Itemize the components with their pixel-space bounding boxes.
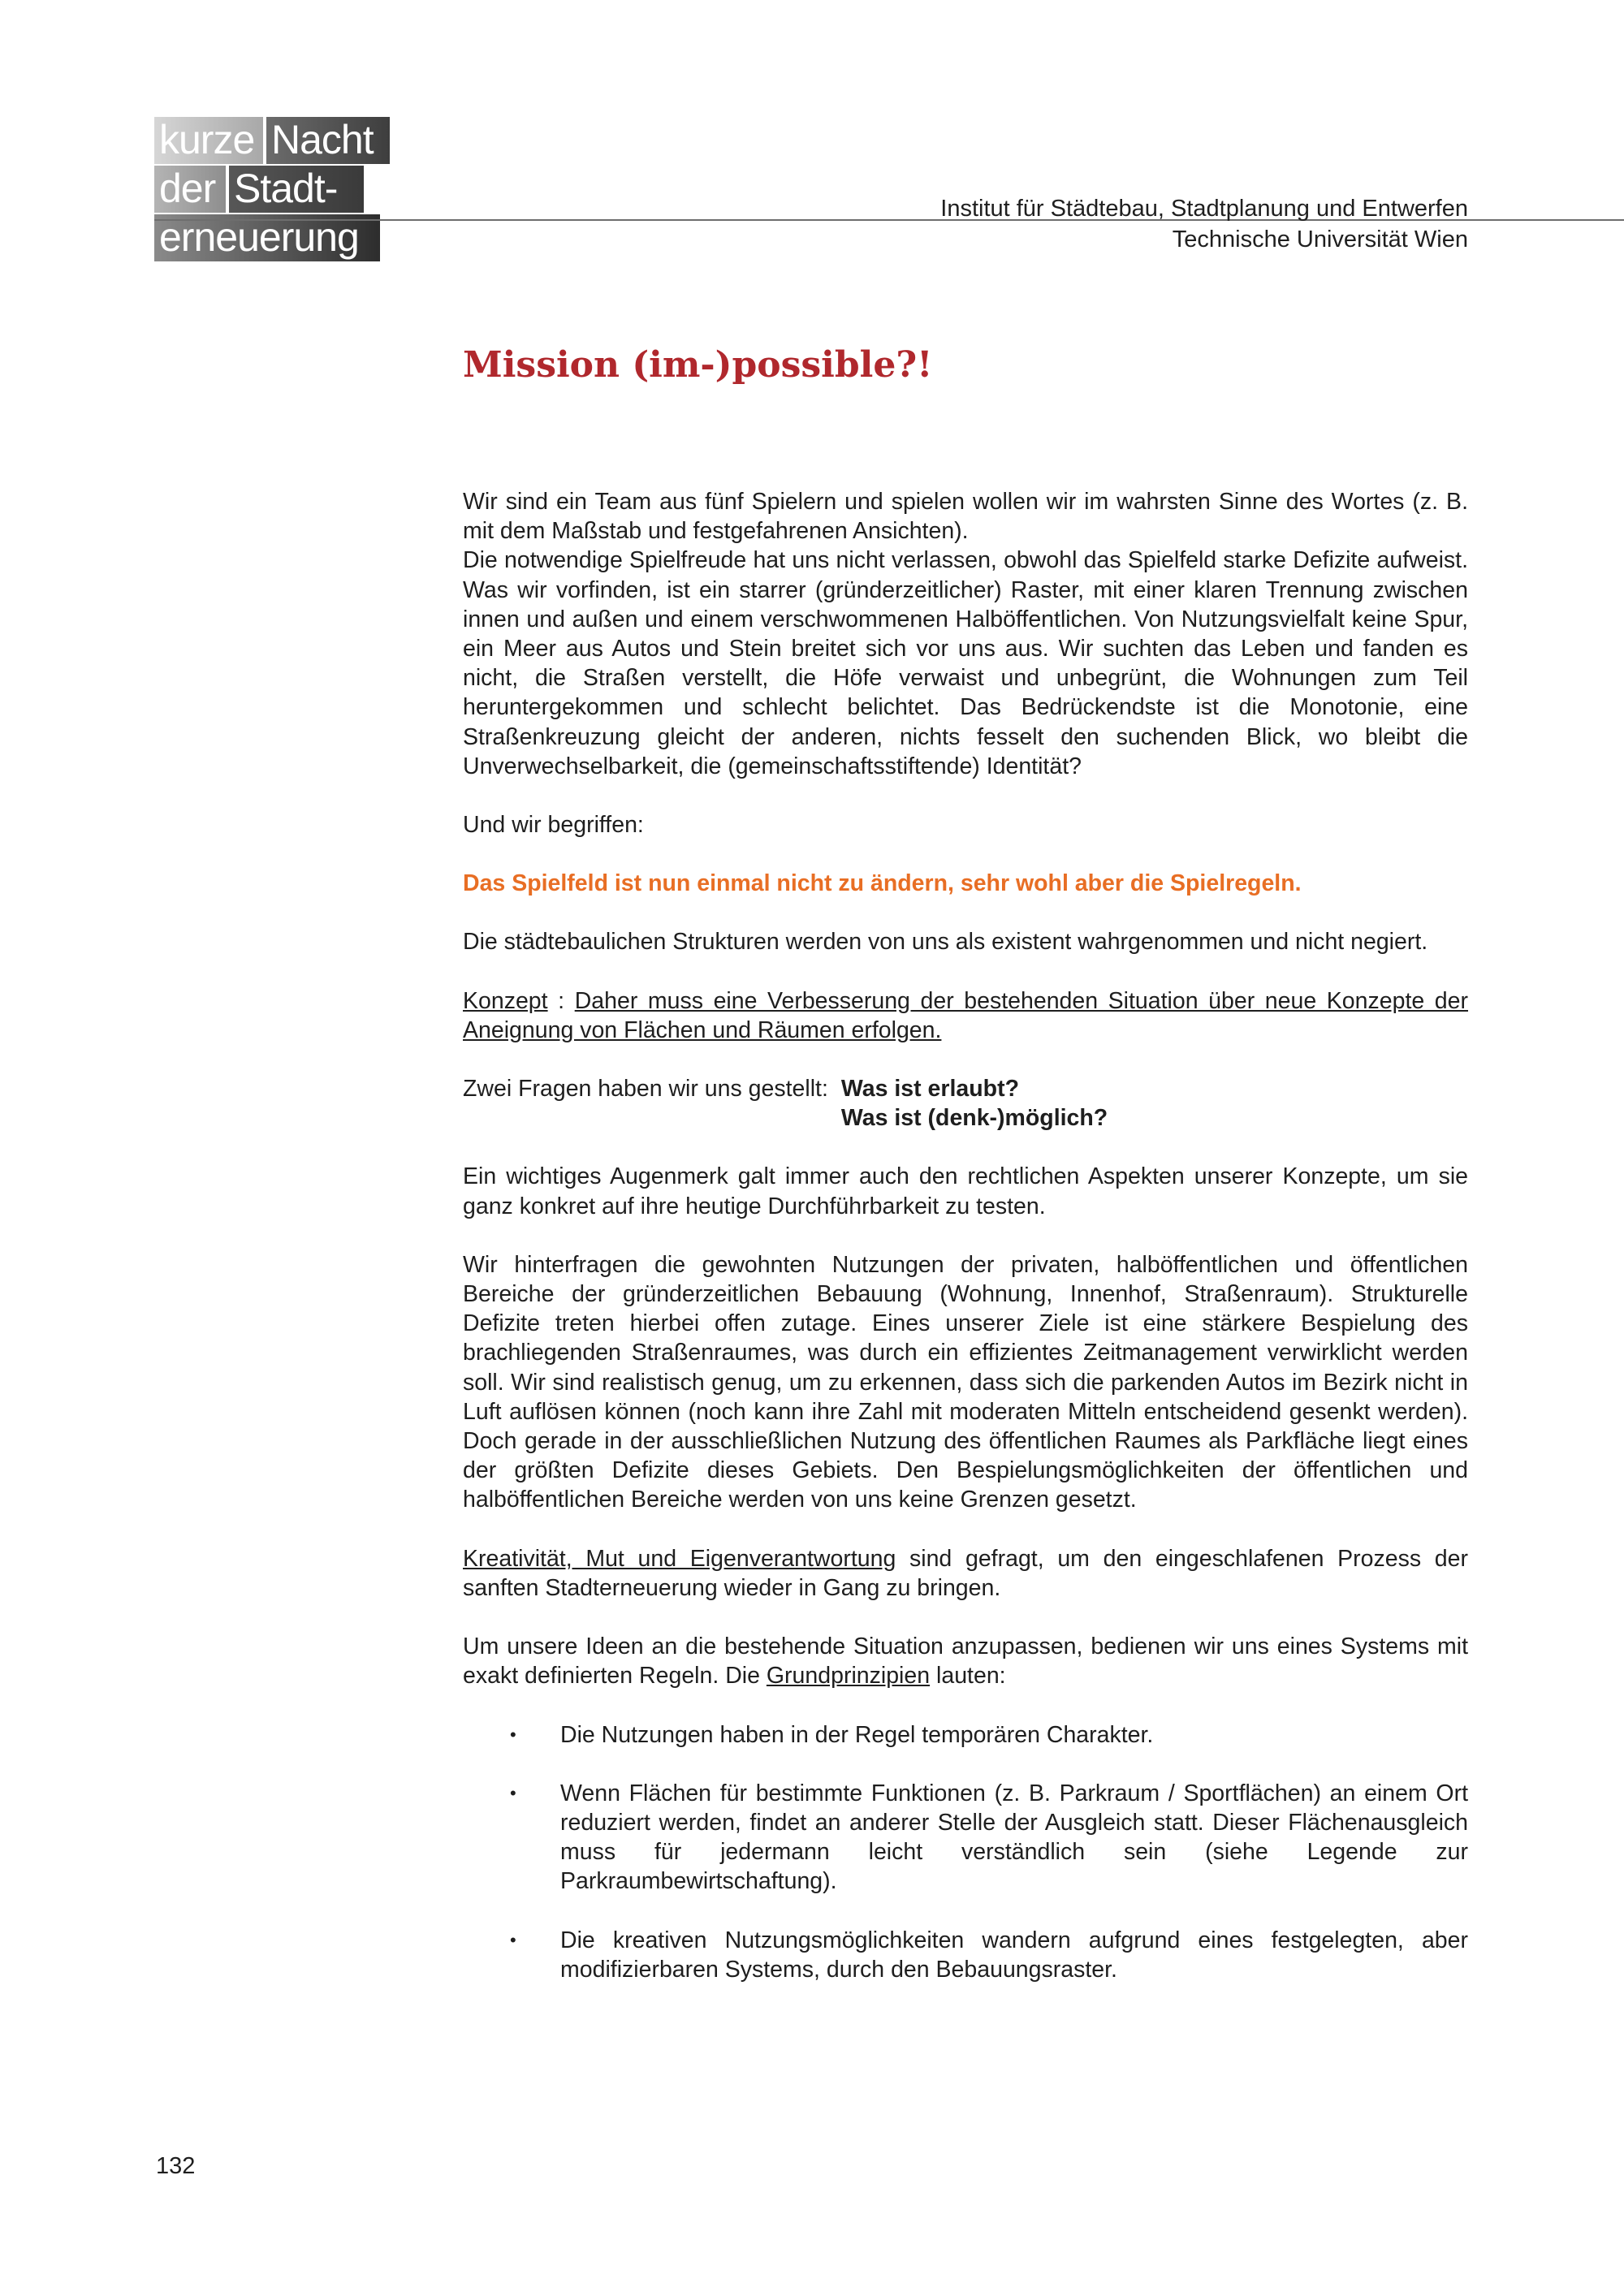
questions-block	[463, 1074, 1468, 1133]
paragraph-playing-field: Die notwendige Spielfreude hat uns nicht verlassen, obwohl das Spielfeld starke Defizite aufweist. Was wir vorfinden, ist ein starrer (gründerzeitlicher) Raster, mit einer klaren Trennung zwischen innen und außen und einem verschwommenen Halböffentlichen. Von Nutzungsvielfalt keine Spur, ein Meer aus Autos und Stein breitet sich vor uns aus. Wir suchten das Leben und fanden es nicht, die Straßen verstellt, die Höfe verwaist und unbegrünt, die Wohnungen zum Teil heruntergekommen und schlecht belichtet. Das Bedrückendste ist die Monotonie, eine Straßenkreuzung gleicht der anderen, nichts fesselt den suchenden Blick, wo bleibt die Unverwechselbarkeit, die (gemeinschaftsstiftende) Identität?	[463, 547, 1468, 779]
logo-word-der: der	[154, 166, 226, 213]
list-item-text: Die Nutzungen haben in der Regel temporären Charakter.	[560, 1721, 1154, 1748]
bullet-icon: •	[510, 1782, 516, 1803]
bullet-icon: •	[510, 1929, 516, 1950]
paragraph-realisation: Und wir begriffen:	[463, 812, 644, 839]
list-item	[463, 1720, 1468, 1750]
logo-word-nacht: Nacht	[266, 117, 390, 164]
logo-row-3	[154, 214, 393, 261]
paragraph-structures: Die städtebaulichen Strukturen werden von uns als existent wahrgenommen und nicht negiert.	[463, 929, 1428, 956]
creativity-rest: sind gefragt, um den eingeschlafenen Prozess der sanften Stadterneuerung wieder in Gang zu bringen.	[463, 1545, 1468, 1601]
konzept-separator: :	[547, 987, 575, 1014]
page-title: Mission (im-)possible?!	[463, 344, 933, 386]
system-text-a: Um unsere Ideen an die bestehende Situation anzupassen, bedienen wir uns eines Systems mit exakt definierten Regeln. Die	[463, 1634, 1468, 1690]
paragraph-intro: Wir sind ein Team aus fünf Spielern und spielen wollen wir im wahrsten Sinne des Wortes (z. B. mit dem Maßstab und festgefahrenen Ansichten).	[463, 489, 1468, 545]
question-allowed: Was ist erlaubt?	[840, 1076, 1019, 1103]
questions-list	[828, 1074, 1108, 1133]
logo-word-kurze: kurze	[154, 117, 263, 164]
questions-intro: Zwei Fragen haben wir uns gestellt:	[463, 1076, 828, 1103]
paragraph-usage: Wir hinterfragen die gewohnten Nutzungen der privaten, halböffentlichen und öffentlichen Bereiche der gründerzeitlichen Bebauung (Wohnung, Innenhof, Straßenraum). Strukturelle Defizite treten hierbei offen zutage. Eines unserer Ziele ist eine stärkere Bespielung des brachliegenden Straßenraumes, was durch ein effizientes Zeitmanagement verwirklicht werden soll. Wir sind realistisch genug, um zu erkennen, dass sich die parkenden Autos im Bezirk nicht in Luft auflösen können (noch kann ihre Zahl mit moderaten Mitteln entscheidend gesenkt werden). Doch gerade in der ausschließlichen Nutzung des öffentlichen Raumes als Parkfläche liegt eines der größten Defizite dieses Gebiets. Den Bespielungsmöglichkeiten der öffentlichen und halböffentlichen Bereiche werden von uns keine Grenzen gesetzt.	[463, 1251, 1468, 1513]
highlight-statement: Das Spielfeld ist nun einmal nicht zu ändern, sehr wohl aber die Spielregeln.	[463, 870, 1302, 897]
paragraph-konzept	[463, 986, 1468, 1045]
institute-block	[940, 193, 1468, 255]
paragraph-creativity	[463, 1544, 1468, 1603]
list-item	[463, 1779, 1468, 1897]
konzept-text: Daher muss eine Verbesserung der bestehenden Situation über neue Konzepte der Aneignung von Flächen und Räumen erfolgen.	[463, 987, 1468, 1043]
list-item-text: Die kreativen Nutzungsmöglichkeiten wandern aufgrund eines festgelegten, aber modifizierbaren Systems, durch den Bebauungsraster.	[560, 1927, 1468, 1983]
university-name: Technische Universität Wien	[1172, 227, 1468, 252]
logo-word-stadt: Stadt-	[229, 166, 364, 213]
konzept-label: Konzept	[463, 987, 548, 1014]
logo-row-2	[154, 166, 393, 213]
article	[463, 341, 1468, 2013]
bullet-icon: •	[510, 1724, 516, 1745]
paragraph-legal: Ein wichtiges Augenmerk galt immer auch den rechtlichen Aspekten unserer Konzepte, um sie ganz konkret auf ihre heutige Durchführbarkeit zu testen.	[463, 1163, 1468, 1219]
principles-underlined: Grundprinzipien	[766, 1663, 931, 1690]
principles-list	[463, 1720, 1468, 1984]
logo-row-1	[154, 117, 393, 164]
logo	[154, 117, 393, 263]
paragraph-system	[463, 1632, 1468, 1690]
list-item	[463, 1926, 1468, 1984]
article-body	[463, 487, 1468, 1984]
creativity-underlined: Kreativität, Mut und Eigenverantwortung	[463, 1545, 896, 1572]
list-item-text: Wenn Flächen für bestimmte Funktionen (z. B. Parkraum / Sportflächen) an einem Ort reduziert werden, findet an anderer Stelle der Ausgleich statt. Dieser Flächenausgleich muss für jedermann leicht verständlich sein (siehe Legende zur Parkraumbewirtschaftung).	[560, 1780, 1468, 1895]
page-number: 132	[156, 2153, 196, 2179]
system-text-b: lauten:	[930, 1663, 1006, 1690]
logo-word-erneuerung: erneuerung	[154, 214, 380, 261]
institute-name: Institut für Städtebau, Stadtplanung und Entwerfen	[940, 196, 1468, 222]
question-possible: Was ist (denk-)möglich?	[840, 1105, 1108, 1132]
